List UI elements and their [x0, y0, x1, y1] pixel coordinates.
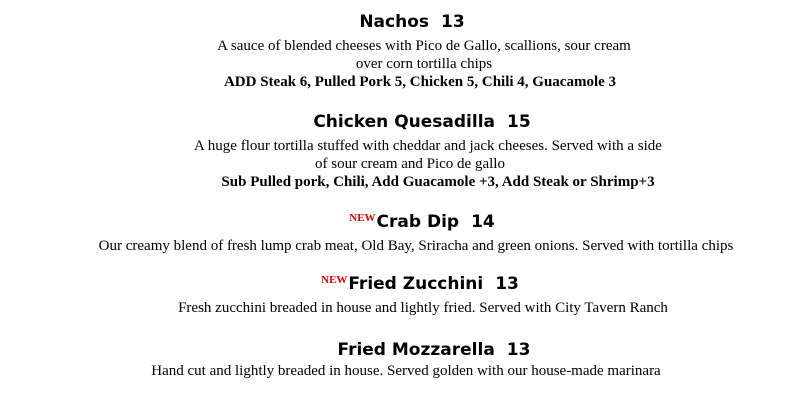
new-badge: NEW [321, 274, 348, 286]
item-title [349, 212, 494, 234]
item-description-line: Our creamy blend of fresh lump crab meat, Old Bay, Sriracha and green onions. Served with tortilla chips [98, 238, 734, 254]
item-title [313, 112, 530, 132]
item-title [359, 12, 464, 32]
item-price: 13 [506, 340, 531, 360]
item-description-line: Hand cut and lightly breaded in house. Served golden with our house-made marinara [151, 363, 661, 379]
item-description-line: Fresh zucchini breaded in house and lightly fried. Served with City Tavern Ranch [178, 300, 668, 316]
item-title [321, 274, 519, 296]
item-description-line: A huge flour tortilla stuffed with cheddar and jack cheeses. Served with a side [194, 138, 662, 154]
item-description-line: of sour cream and Pico de gallo [315, 156, 505, 172]
item-name: Nachos [359, 12, 430, 32]
item-name: Chicken Quesadilla [313, 112, 496, 132]
item-price: 15 [507, 112, 531, 132]
new-badge: NEW [349, 212, 376, 224]
item-name: Crab Dip [376, 212, 460, 232]
item-name: Fried Zucchini [348, 274, 484, 294]
item-description-line: A sauce of blended cheeses with Pico de Gallo, scallions, sour cream [217, 38, 631, 54]
item-price: 14 [471, 212, 495, 232]
item-description-line: over corn tortilla chips [355, 56, 493, 72]
item-addons: ADD Steak 6, Pulled Pork 5, Chicken 5, Chili 4, Guacamole 3 [223, 74, 617, 90]
item-addons: Sub Pulled pork, Chili, Add Guacamole +3, Add Steak or Shrimp+3 [221, 174, 655, 190]
item-price: 13 [495, 274, 519, 294]
item-price: 13 [441, 12, 465, 32]
item-title [338, 340, 531, 360]
item-name: Fried Mozzarella [337, 340, 495, 360]
